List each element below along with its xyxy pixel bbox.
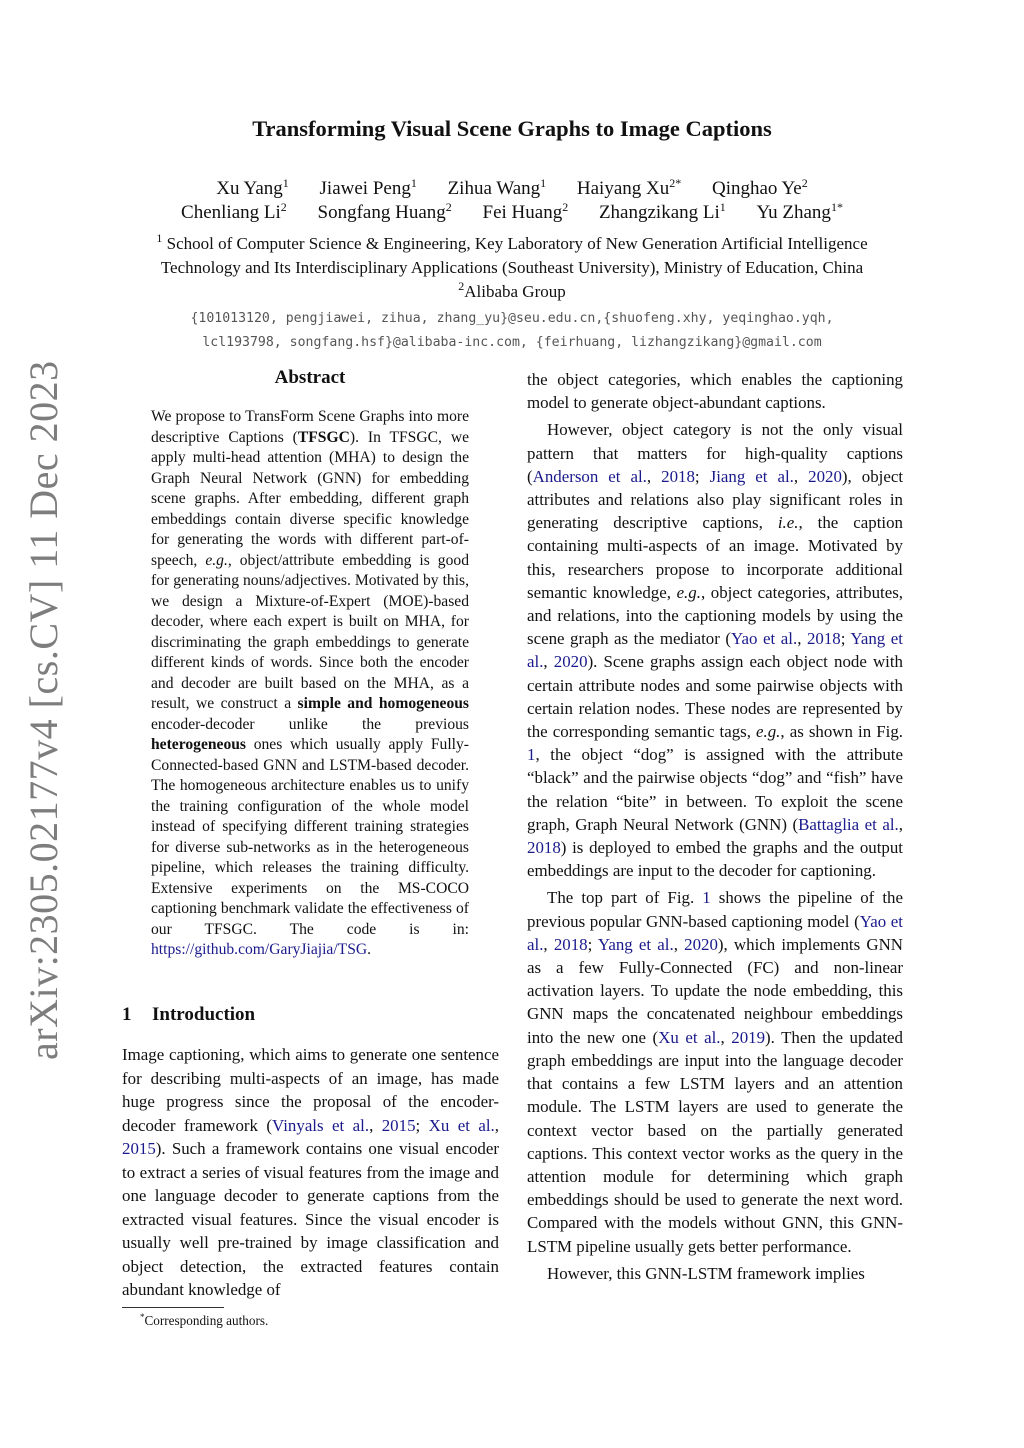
emails-line-1: {101013120, pengjiawei, zihua, zhang_yu}@seu.edu.cn,{shuofeng.xhy, yeqinghao.yqh, xyxy=(190,311,834,326)
author: Fei Huang$^2$ xyxy=(482,200,569,223)
citation-link[interactable]: Yang et al. xyxy=(527,629,903,672)
citation-link[interactable]: Vinyals et al. xyxy=(272,1115,370,1135)
emails-line-2: lcl193798, songfang.hsf}@alibaba-inc.com, {feirhuang, lizhangzikang}@gmail.com xyxy=(202,335,822,350)
citation-link[interactable]: Yao et al. xyxy=(527,911,903,954)
author: Jiawei Peng$^1$ xyxy=(319,176,417,199)
paper-title: Transforming Visual Scene Graphs to Image Captions xyxy=(252,116,772,141)
author: Zihua Wang$^1$ xyxy=(447,176,547,199)
author: Yu Zhang$^{1*}$ xyxy=(756,200,843,223)
author: Qinghao Ye$^2$ xyxy=(712,176,808,199)
abstract-body: We propose to TransForm Scene Graphs into more descriptive Captions (TFSGC). In TFSGC, we apply multi-head attention (MHA) to design the Graph Neural Network (GNN) for embedding scene graphs. After embedding, different graph embeddings contain diverse specific knowledge for generating the words with different part-of-speech, e.g., object/attribute embedding is good for generating nouns/adjectives. Motivated by this, we design a Mixture-of-Expert (MOE)-based decoder, where each expert is built on MHA, for discriminating the graph embeddings to generate different kinds of words. Since both the encoder and decoder are built based on the MHA, as a result, we construct a simple and homogeneous encoder-decoder unlike the previous heterogeneous ones which usually apply Fully-Connected-based GNN and LSTM-based decoder. The homogeneous architecture enables us to unify the training configuration of the whole model instead of specifying different training strategies for diverse sub-networks as in the heterogeneous pipeline, which releases the training difficulty. Extensive experiments on the MS-COCO captioning benchmark validate the effectiveness of our TFSGC. The code is in: https://github.com/GaryJiajia/TSG. xyxy=(151,408,470,958)
author: Haiyang $Xu^{2*}$ xyxy=(576,176,682,199)
citation-link[interactable]: 2018 xyxy=(527,838,561,858)
citation-link[interactable]: 2015 xyxy=(122,1139,156,1158)
citation-link[interactable]: Anderson et al. xyxy=(532,466,647,486)
citation-link[interactable]: 2020 xyxy=(553,652,588,672)
citation-link[interactable]: Xu et al. xyxy=(428,1115,495,1135)
figure-link[interactable]: 1 xyxy=(527,745,536,765)
arxiv-sidebar-id: arXiv:2305.02177v4 [cs.CV] 11 Dec 2023 xyxy=(21,360,66,1060)
section-heading-introduction: 1 Introduction xyxy=(122,1004,256,1025)
author: Zhangzikang Li$^1$ xyxy=(598,200,726,223)
author-line-2 xyxy=(0,202,1024,224)
citation-link[interactable]: Battaglia et al. xyxy=(798,814,899,834)
citation-link[interactable]: 2019 xyxy=(731,1027,766,1047)
right-column xyxy=(527,368,903,1289)
citation-link[interactable]: 2015 xyxy=(381,1115,416,1135)
affiliation-2: $^2$Alibaba Group xyxy=(458,279,566,301)
citation-link[interactable]: 2020 xyxy=(808,466,842,486)
paragraph: However, this GNN-LSTM framework implies xyxy=(547,1263,865,1283)
figure-link[interactable]: 1 xyxy=(702,888,711,908)
author: Xu Yang$^1$ xyxy=(216,176,289,199)
citation-link[interactable]: Yao et al. xyxy=(731,629,798,649)
citation-link[interactable]: 2018 xyxy=(553,934,588,954)
citation-link[interactable]: 2020 xyxy=(684,934,718,954)
code-link[interactable]: https://github.com/GaryJiajia/TSG xyxy=(151,941,368,958)
footnote-rule xyxy=(122,1307,224,1308)
introduction-paragraph: Image captioning, which aims to generate one sentence for describing multi-aspects of an image, has made huge progress since the proposal of the encoder-decoder framework (Vinyals et al., 2015; Xu et al., 2015). Such a framework contains one visual encoder to extract a series of visual features from the image and one language decoder to generate captions from the extracted visual features. Since the visual encoder is usually well pre-trained by image classification and object detection, the extracted features contain abundant knowledge of xyxy=(122,1045,500,1299)
footnote: *Corresponding authors. xyxy=(140,1312,269,1328)
citation-link[interactable]: Yang et al. xyxy=(597,934,674,954)
author-line-1 xyxy=(0,178,1024,200)
paragraph: However, object category is not the only visual pattern that matters for high-quality captions (Anderson et al., 2018; Jiang et al., 2020), object attributes and relations also play significant roles in generating descriptive captions, i.e., the caption containing multi-aspects of an image. Motivated by this, researchers propose to incorporate additional semantic knowledge, e.g., object categories, attributes, and relations, into the captioning models by using the scene graph as the mediator (Yao et al., 2018; Yang et al., 2020). Scene graphs assign each object node with certain attribute nodes and some pairwise objects with certain relation nodes. These nodes are represented by the corresponding semantic tags, e.g., as shown in Fig. 1, the object “dog” is assigned with the attribute “black” and the pairwise objects “dog” and “fish” have the relation “bite” in between. To exploit the scene graph, Graph Neural Network (GNN) (Battaglia et al., 2018) is deployed to embed the graphs and the output embeddings are input to the decoder for captioning. xyxy=(527,420,904,881)
citation-link[interactable]: Jiang et al. xyxy=(709,466,794,486)
paragraph: the object categories, which enables the captioning model to generate object-abundant captions. xyxy=(527,370,903,413)
author: Chenliang Li$^2$ xyxy=(181,200,287,223)
abstract-heading: Abstract xyxy=(274,367,346,388)
author: Songfang Huang$^2$ xyxy=(317,200,452,223)
citation-link[interactable]: 2018 xyxy=(806,629,841,649)
citation-link[interactable]: Xu et al. xyxy=(658,1027,721,1047)
affiliation-1-line-2: Technology and Its Interdisciplinary Applications (Southeast University), Ministry of Education, China xyxy=(160,258,864,277)
affiliation-1-line-1: $^1$ School of Computer Science & Engineering, Key Laboratory of New Generation Artificial Intelligence xyxy=(156,231,868,253)
paragraph: The top part of Fig. 1 shows the pipeline of the previous popular GNN-based captioning model (Yao et al., 2018; Yang et al., 2020), which implements GNN as a few Fully-Connected (FC) and non-linear activation layers. To update the node embedding, this GNN maps the concatenated neighbour embeddings into the new one (Xu et al., 2019). Then the updated graph embeddings are input into the language decoder that contains a few LSTM layers and an attention module. The LSTM layers are used to generate the context vector based on the partially generated captions. This context vector works as the query in the attention module for determining which graph embeddings should be used to generate the next word. Compared with the models without GNN, this GNN-LSTM pipeline usually gets better performance. xyxy=(527,888,903,1256)
citation-link[interactable]: 2018 xyxy=(661,466,695,486)
